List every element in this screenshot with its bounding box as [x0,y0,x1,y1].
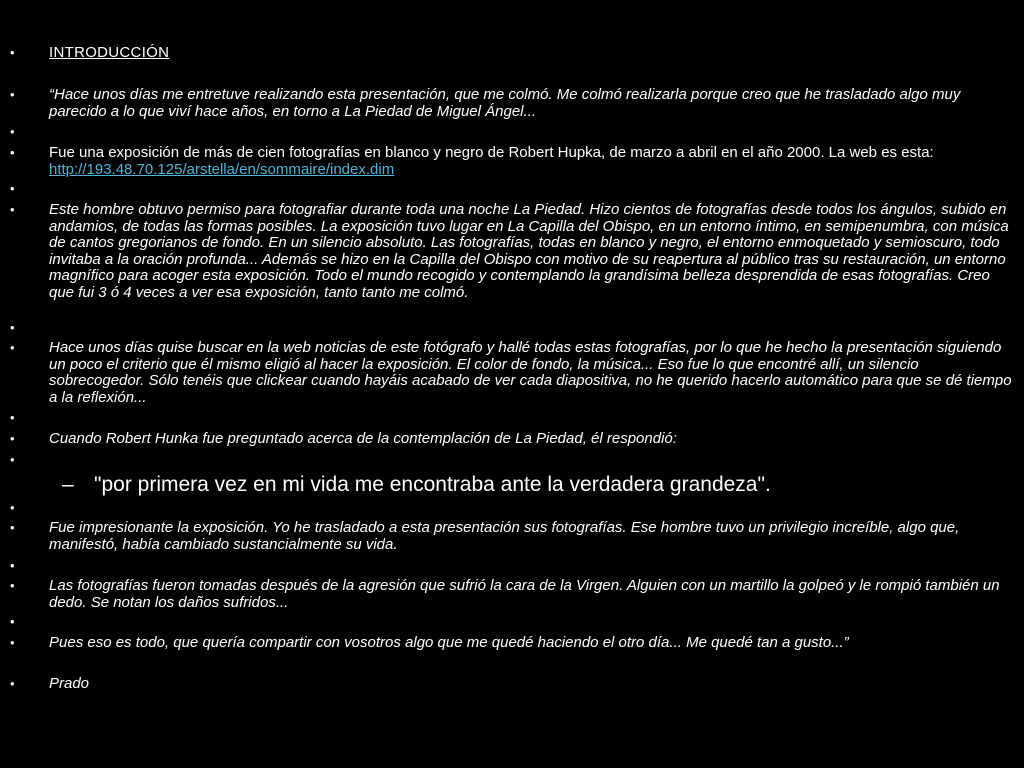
paragraph-search [10,340,1014,406]
bullet: • [10,320,15,335]
paragraph-question [10,431,1014,448]
bullet: • [10,614,15,629]
heading-text: INTRODUCCIÓN [49,44,170,61]
paragraph-impression [10,520,1014,553]
heading-item [10,45,1014,62]
bullet: • [10,635,15,650]
paragraph-photographer [10,202,1014,301]
paragraph-text: “Hace unos días me entretuve realizando esta presentación, que me colmó. Me colmó realizarla porque creo que he trasladado algo muy parecido a lo que viví hace años, en torno a La Piedad de Miguel Ángel... [49,86,961,120]
paragraph-exhibition [10,145,1014,178]
bullet: • [10,340,15,355]
paragraph-text: Fue impresionante la exposición. Yo he trasladado a esta presentación sus fotografías. Ese hombre tuvo un privilegio increíble, algo que, manifestó, había cambiado sustancialmente su vida. [49,519,960,553]
bullet: • [10,124,15,139]
paragraph-text [49,145,1014,178]
paragraph-text-part: Fue una exposición de más de cien fotografías en blanco y negro de Robert Hupka, de marzo a abril en el año 2000. La web es esta: [49,144,934,161]
bullet: • [10,181,15,196]
paragraph-closing [10,635,1014,652]
bullet: • [10,452,15,467]
exhibition-link[interactable]: http://193.48.70.125/arstella/en/sommaire/index.dim [49,160,395,178]
bullet: • [10,500,15,515]
signature-text: Prado [49,675,90,692]
bullet: • [10,520,15,535]
paragraph-intro [10,87,1014,120]
paragraph-damage [10,578,1014,611]
bullet: • [10,87,15,102]
paragraph-text: Pues eso es todo, que quería compartir con vosotros algo que me quedé haciendo el otro día... Me quedé tan a gusto...” [49,634,849,651]
quote-text: "por primera vez en mi vida me encontraba ante la verdadera grandeza". [94,473,771,496]
bullet: • [10,578,15,593]
bullet: • [10,145,15,160]
bullet: • [10,202,15,217]
bullet: • [10,431,15,446]
paragraph-text: Cuando Robert Hunka fue preguntado acerca de la contemplación de La Piedad, él respondió: [49,430,677,447]
bullet: • [10,45,15,60]
bullet: • [10,558,15,573]
bullet: • [10,410,15,425]
bullet: • [10,676,15,691]
quote-item [62,473,1012,497]
paragraph-signature [10,676,1014,693]
paragraph-text: Hace unos días quise buscar en la web noticias de este fotógrafo y hallé todas estas fotografías, por lo que he hecho la presentación siguiendo un poco el criterio que él mismo eligió al hacer la exposición. El color de fondo, la música... Eso fue lo que encontré allí, un silencio sobrecogedor. Sólo tenéis que clickear cuando hayáis acabado de ver cada diapositiva, no he querido hacerlo automático para que se dé tiempo a la reflexión... [49,339,1012,406]
paragraph-text: Este hombre obtuvo permiso para fotografiar durante toda una noche La Piedad. Hizo cientos de fotografías desde todos los ángulos, subido en andamios, de todas las formas posibles. La exposición tuvo lugar en La Capilla del Obispo, en un entorno íntimo, en semipenumbra, con música de cantos gregorianos de fondo. En un silencio absoluto. Las fotografías, todas en blanco y negro, el entorno enmoquetado y semioscuro, todo invitaba a la oración profunda... Además se hizo en la Capilla del Obispo con motivo de su reapertura al público tras su restauración, un entorno magnífico para acoger esta exposición. Todo el mundo recogido y contemplando la grandísima belleza desprendida de esas fotografías. Creo que fui 3 ó 4 veces a ver esa exposición, tanto tanto me colmó. [49,201,1009,301]
paragraph-text: Las fotografías fueron tomadas después de la agresión que sufrió la cara de la Virgen. Alguien con un martillo la golpeó y le rompió también un dedo. Se notan los daños sufridos... [49,577,1000,611]
dash-bullet: – [62,473,74,496]
